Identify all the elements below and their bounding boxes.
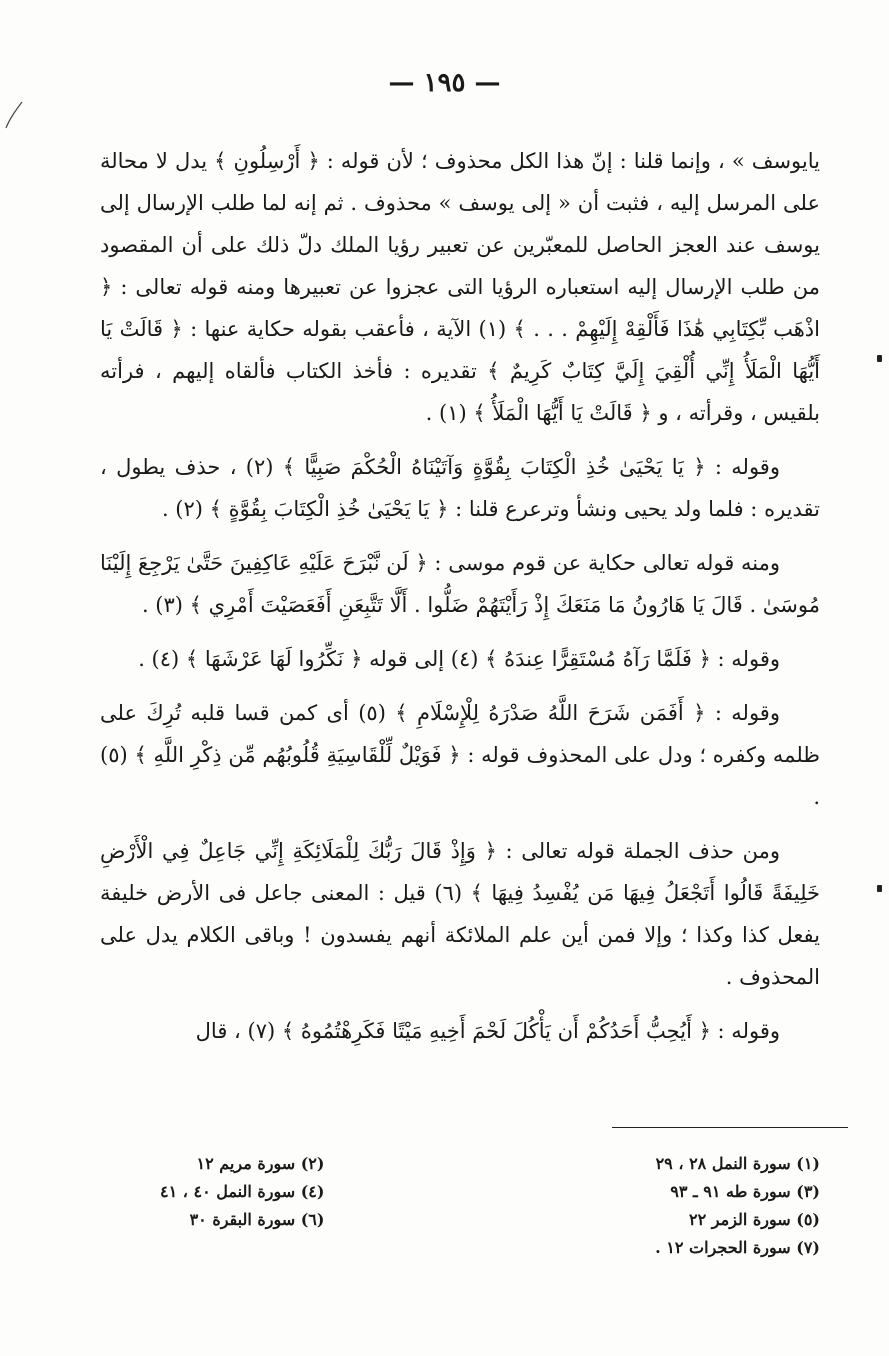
- footnote: (٤) سورة النمل ٤٠ ، ٤١: [160, 1182, 325, 1201]
- margin-dot: [877, 885, 882, 892]
- footnote: (٣) سورة طه ٩١ ـ ٩٣: [670, 1182, 820, 1201]
- footnote: (٧) سورة الحجرات ١٢ .: [655, 1238, 820, 1257]
- footnote-separator: [612, 1127, 848, 1128]
- paragraph: وقوله : ﴿ أَيُحِبُّ أَحَدُكُمْ أَن يَأْكُلَ لَحْمَ أَخِيهِ مَيْتًا فَكَرِهْتُمُوهُ ﴾ (٧) ، قال: [195, 1019, 780, 1043]
- footnotes-right-column: [655, 1150, 820, 1262]
- paragraph: وقوله : ﴿ يَا يَحْيَىٰ خُذِ الْكِتَابَ بِقُوَّةٍ وَآتَيْنَاهُ الْحُكْمَ صَبِيًّا ﴾ (٢) ، حذف يطول ، تقديره : فلما ولد يحيى ونشأ وترعرع قلنا : ﴿ يَا يَحْيَىٰ خُذِ الْكِتَابَ بِقُوَّةٍ ﴾ (٢) .: [100, 455, 820, 521]
- margin-dot: [877, 355, 882, 362]
- footnote: (٦) سورة البقرة ٣٠: [189, 1210, 325, 1229]
- paragraph: ومن حذف الجملة قوله تعالى : ﴿ وَإِذْ قَالَ رَبُّكَ لِلْمَلَائِكَةِ إِنِّي جَاعِلٌ فِي الْأَرْضِ خَلِيفَةً قَالُوا أَتَجْعَلُ فِيهَا مَن يُفْسِدُ فِيهَا ﴾ (٦) قيل : المعنى جاعل فى الأرض خليفة يفعل كذا وكذا ؛ وإلا فمن أين علم الملائكة أنهم يفسدون ! وباقى الكلام يدل على المحذوف .: [100, 839, 821, 989]
- paragraph: يايوسف » ، وإنما قلنا : إنّ هذا الكل محذوف ؛ لأن قوله : ﴿ أَرْسِلُونِ ﴾ يدل لا محالة على المرسل إليه ، فثبت أن « إلى يوسف » محذوف . ثم إنه لما طلب الإرسال إلى يوسف عند العجز الحاصل للمعبّرين عن تعبير رؤيا الملك دلّ ذلك على أن المقصود من طلب الإرسال إليه استعباره الرؤيا التى عجزوا عن تعبيرها ومنه قوله تعالى : ﴿ اذْهَب بِّكِتَابِي هَٰذَا فَأَلْقِهْ إِلَيْهِمْ . . . ﴾ (١) الآية ، فأعقب بقوله حكاية عنها : ﴿ قَالَتْ يَا أَيُّهَا الْمَلَأُ إِنِّي أُلْقِيَ إِلَيَّ كِتَابٌ كَرِيمٌ ﴾ تقديره : فأخذ الكتاب فألقاه إليهم ، فرأته بلقيس ، وقرأته ، و ﴿ قَالَتْ يَا أَيُّهَا الْمَلَأُ ﴾ (١) .: [100, 149, 820, 425]
- footnote: (٢) سورة مريم ١٢: [196, 1154, 325, 1173]
- paragraph: وقوله : ﴿ فَلَمَّا رَآهُ مُسْتَقِرًّا عِندَهُ ﴾ (٤) إلى قوله ﴿ نَكِّرُوا لَهَا عَرْشَهَا ﴾ (٤) .: [138, 647, 780, 671]
- footnote: (١) سورة النمل ٢٨ ، ٢٩: [655, 1154, 820, 1173]
- footnote: (٥) سورة الزمر ٢٢: [689, 1210, 820, 1229]
- margin-pencil-mark: [4, 100, 24, 130]
- page-body: [100, 140, 820, 1064]
- paragraph: ومنه قوله تعالى حكاية عن قوم موسى : ﴿ لَن نَّبْرَحَ عَلَيْهِ عَاكِفِينَ حَتَّىٰ يَرْجِعَ إِلَيْنَا مُوسَىٰ . قَالَ يَا هَارُونُ مَا مَنَعَكَ إِذْ رَأَيْتَهُمْ ضَلُّوا . أَلَّا تَتَّبِعَنِ أَفَعَصَيْتَ أَمْرِي ﴾ (٣) .: [100, 551, 820, 617]
- footnotes: [160, 1150, 820, 1262]
- paragraph: وقوله : ﴿ أَفَمَن شَرَحَ اللَّهُ صَدْرَهُ لِلْإِسْلَامِ ﴾ (٥) أى كمن قسا قلبه تُرِكَ على ظلمه وكفره ؛ ودل على المحذوف قوله : ﴿ فَوَيْلٌ لِّلْقَاسِيَةِ قُلُوبُهُم مِّن ذِكْرِ اللَّهِ ﴾ (٥) .: [100, 701, 820, 809]
- page-number: — ١٩٥ —: [388, 68, 501, 98]
- footnotes-left-column: [160, 1150, 324, 1262]
